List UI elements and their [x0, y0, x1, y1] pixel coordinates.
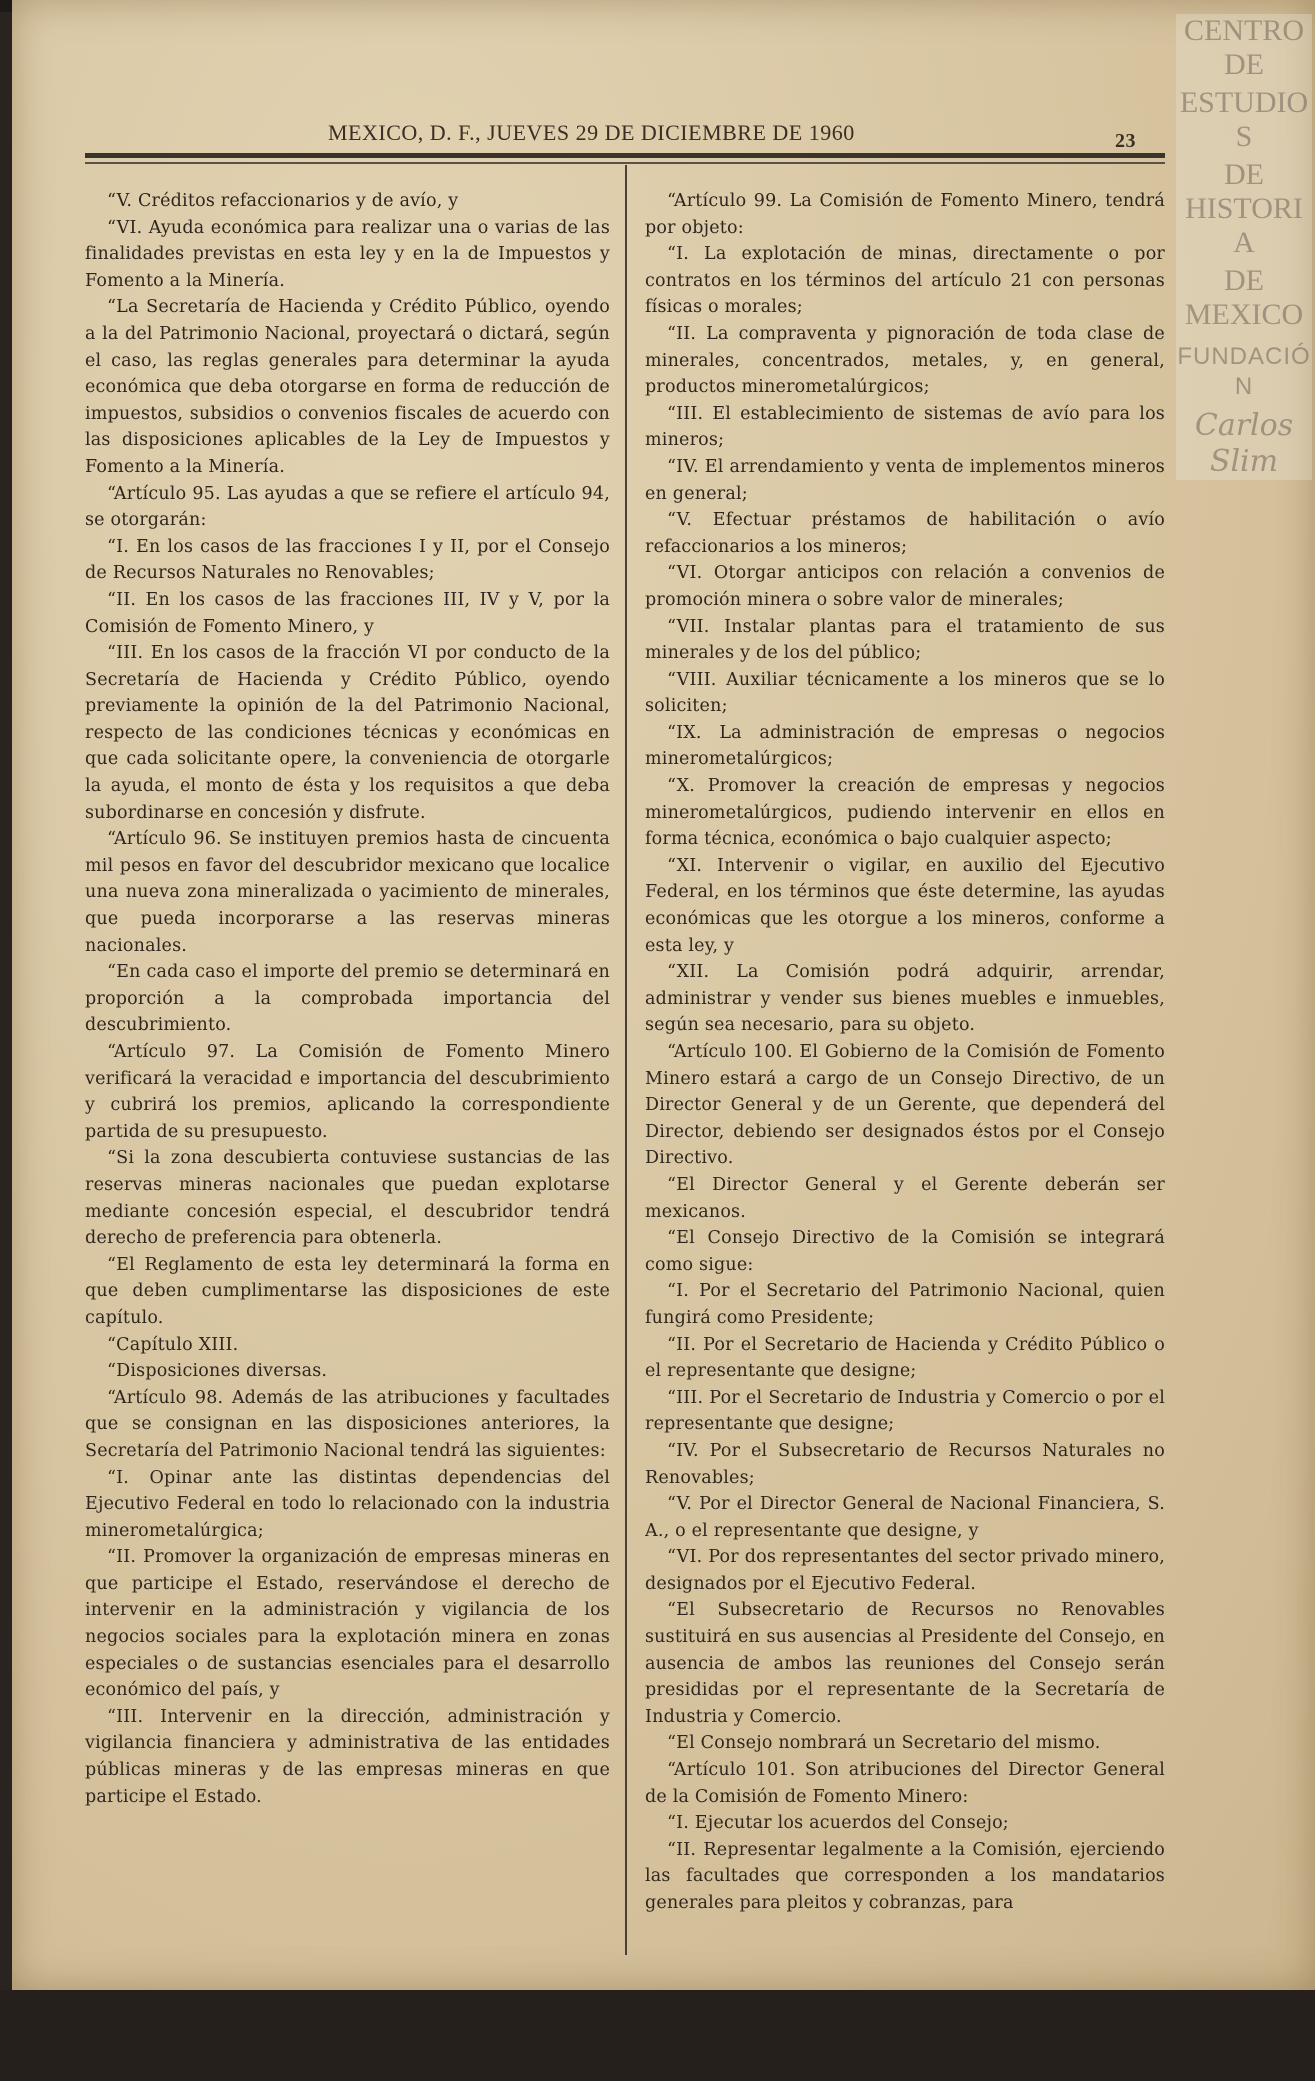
watermark-signature: Carlos Slim — [1194, 408, 1294, 479]
paragraph: “En cada caso el importe del premio se determinará en proporción a la comprobada importancia del descubrimiento. — [85, 962, 610, 1036]
paragraph: “IV. El arrendamiento y venta de implementos mineros en general; — [645, 456, 1165, 504]
watermark-line: DE HISTORIA — [1185, 158, 1303, 259]
paragraph: “XI. Intervenir o vigilar, en auxilio del Ejecutivo Federal, en los términos que éste determine, las ayudas económicas que les otorgue a los mineros, conforme a esta ley, y — [645, 855, 1165, 956]
paragraph: “I. Ejecutar los acuerdos del Consejo; — [667, 1813, 1009, 1834]
paragraph: “II. En los casos de las fracciones III, IV y V, por la Comisión de Fomento Minero, y — [85, 589, 610, 637]
paragraph: “Capítulo XIII. — [107, 1334, 239, 1355]
paragraph: “El Reglamento de esta ley determinará la forma en que deben cumplimentarse las disposiciones de este capítulo. — [85, 1254, 610, 1328]
watermark-line: DE MEXICO — [1184, 264, 1304, 331]
paragraph: “II. Promover la organización de empresas mineras en que participe el Estado, reservándose el derecho de intervenir en la administración y vigilancia de los negocios sociales para la explotación minera en zonas especiales o de sustancias esenciales para el desarrollo económico del país, y — [85, 1547, 610, 1701]
paragraph: “Artículo 96. Se instituyen premios hasta de cincuenta mil pesos en favor del descubridor mexicano que localice una nueva zona mineralizada o yacimiento de minerales, que pueda incorporarse a las reservas mineras nacionales. — [85, 829, 610, 956]
paragraph: “I. En los casos de las fracciones I y II, por el Consejo de Recursos Naturales no Renovables; — [85, 536, 610, 584]
paragraph: “III. El establecimiento de sistemas de avío para los mineros; — [645, 403, 1165, 451]
watermark-line: CENTRO DE — [1184, 14, 1304, 81]
paragraph: “El Subsecretario de Recursos no Renovables sustituirá en sus ausencias al Presidente del Consejo, en ausencia de ambos las reuniones del Consejo serán presididas por el representante de la Secretaría de Industria y Comercio. — [645, 1600, 1165, 1727]
scan-bottom-edge — [0, 1990, 1315, 2081]
paragraph: “II. Representar legalmente a la Comisión, ejerciendo las facultades que corresponden a los mandatarios generales para pleitos y cobranzas, para — [645, 1839, 1165, 1913]
paragraph: “III. Intervenir en la dirección, administración y vigilancia financiera y administrativa de las entidades públicas mineras y de las empresas mineras en que participe el Estado. — [85, 1706, 610, 1807]
paragraph: “VI. Ayuda económica para realizar una o varias de las finalidades previstas en esta ley y en la de Impuestos y Fomento a la Minería. — [85, 217, 610, 291]
paragraph: “El Director General y el Gerente deberán ser mexicanos. — [645, 1174, 1165, 1222]
header-rule-thick — [85, 153, 1165, 158]
paragraph: “El Consejo Directivo de la Comisión se integrará como sigue: — [645, 1228, 1165, 1275]
paragraph: “Si la zona descubierta contuviese sustancias de las reservas mineras nacionales que puedan explotarse mediante concesión especial, el descubridor tendrá derecho de preferencia para obtenerla. — [85, 1148, 610, 1249]
header-rule-thin — [85, 162, 1165, 164]
paragraph: “V. Efectuar préstamos de habilitación o avío refaccionarios a los mineros; — [645, 510, 1165, 557]
paragraph: “IV. Por el Subsecretario de Recursos Naturales no Renovables; — [645, 1440, 1165, 1488]
paragraph: “Artículo 97. La Comisión de Fomento Minero verificará la veracidad e importancia del descubrimiento y cubrirá los premios, aplicando la correspondiente partida de su presupuesto. — [85, 1042, 610, 1142]
right-column — [645, 188, 1165, 1958]
paragraph: “Artículo 95. Las ayudas a que se refiere el artículo 94, se otorgarán: — [85, 483, 610, 531]
paragraph: “IX. La administración de empresas o negocios minerometalúrgicos; — [645, 722, 1165, 770]
paragraph: “I. Por el Secretario del Patrimonio Nacional, quien fungirá como Presidente; — [645, 1281, 1165, 1328]
paragraph: “I. Opinar ante las distintas dependencias del Ejecutivo Federal en todo lo relacionado con la industria minerometalúrgica; — [85, 1467, 610, 1541]
dateline: MEXICO, D. F., JUEVES 29 DE DICIEMBRE DE 1960 — [328, 120, 855, 145]
page-header — [328, 120, 1158, 150]
watermark-foundation: FUNDACIÓN — [1177, 343, 1311, 400]
paragraph: “Artículo 98. Además de las atribuciones y facultades que se consignan en las disposiciones anteriores, la Secretaría del Patrimonio Nacional tendrá las siguientes: — [85, 1387, 610, 1461]
paragraph: “V. Por el Director General de Nacional Financiera, S. A., o el representante que designe, y — [645, 1494, 1165, 1541]
watermark-line: ESTUDIOS — [1179, 86, 1309, 153]
paragraph: “I. La explotación de minas, directamente o por contratos en los términos del artículo 21 con personas físicas o morales; — [645, 244, 1165, 318]
paragraph: “Disposiciones diversas. — [107, 1361, 328, 1382]
paragraph: “V. Créditos refaccionarios y de avío, y — [107, 191, 459, 211]
column-divider — [625, 165, 627, 1955]
left-column — [85, 188, 610, 1958]
paragraph: “III. Por el Secretario de Industria y Comercio o por el representante que designe; — [645, 1387, 1165, 1435]
paragraph: “Artículo 100. El Gobierno de la Comisión de Fomento Minero estará a cargo de un Consejo Directivo, de un Director General y de un Gerente, que dependerá del Director, debiendo ser designados éstos por el Consejo Directivo. — [645, 1042, 1165, 1169]
paragraph: “La Secretaría de Hacienda y Crédito Público, oyendo a la del Patrimonio Nacional, proyectará o dictará, según el caso, las reglas generales para determinar la ayuda económica que deba otorgarse en forma de reducción de impuestos, subsidios o convenios fiscales de acuerdo con las disposiciones aplicables de la Ley de Impuestos y Fomento a la Minería. — [85, 297, 610, 477]
paragraph: “VI. Otorgar anticipos con relación a convenios de promoción minera o sobre valor de minerales; — [645, 563, 1165, 610]
paragraph: “III. En los casos de la fracción VI por conducto de la Secretaría de Hacienda y Crédito Público, oyendo previamente la opinión de la del Patrimonio Nacional, respecto de las condiciones técnicas y económicas en que cada solicitante opere, la conveniencia de otorgarle la ayuda, el monto de ésta y los requisitos a que deba subordinarse en concesión y disfrute. — [85, 643, 610, 823]
paragraph: “El Consejo nombrará un Secretario del mismo. — [667, 1733, 1101, 1754]
paragraph: “Artículo 101. Son atribuciones del Director General de la Comisión de Fomento Minero: — [645, 1760, 1165, 1807]
paragraph: “Artículo 99. La Comisión de Fomento Minero, tendrá por objeto: — [645, 191, 1165, 238]
paragraph: “VIII. Auxiliar técnicamente a los mineros que se lo soliciten; — [645, 669, 1165, 717]
page-number: 23 — [1115, 130, 1136, 152]
paragraph: “VI. Por dos representantes del sector privado minero, designados por el Ejecutivo Federal. — [645, 1547, 1165, 1594]
paragraph: “XII. La Comisión podrá adquirir, arrendar, administrar y vender sus bienes muebles e inmuebles, según sea necesario, para su objeto. — [645, 962, 1165, 1036]
paragraph: “II. La compraventa y pignoración de toda clase de minerales, concentrados, metales, y, en general, productos minerometalúrgicos; — [645, 323, 1165, 398]
paragraph: “X. Promover la creación de empresas y negocios minerometalúrgicos, pudiendo intervenir en ellos en forma técnica, económica o bajo cualquier aspecto; — [645, 776, 1165, 850]
watermark — [1176, 14, 1312, 480]
paragraph: “VII. Instalar plantas para el tratamiento de sus minerales y de los del público; — [645, 616, 1165, 664]
paragraph: “II. Por el Secretario de Hacienda y Crédito Público o el representante que designe; — [645, 1334, 1165, 1382]
